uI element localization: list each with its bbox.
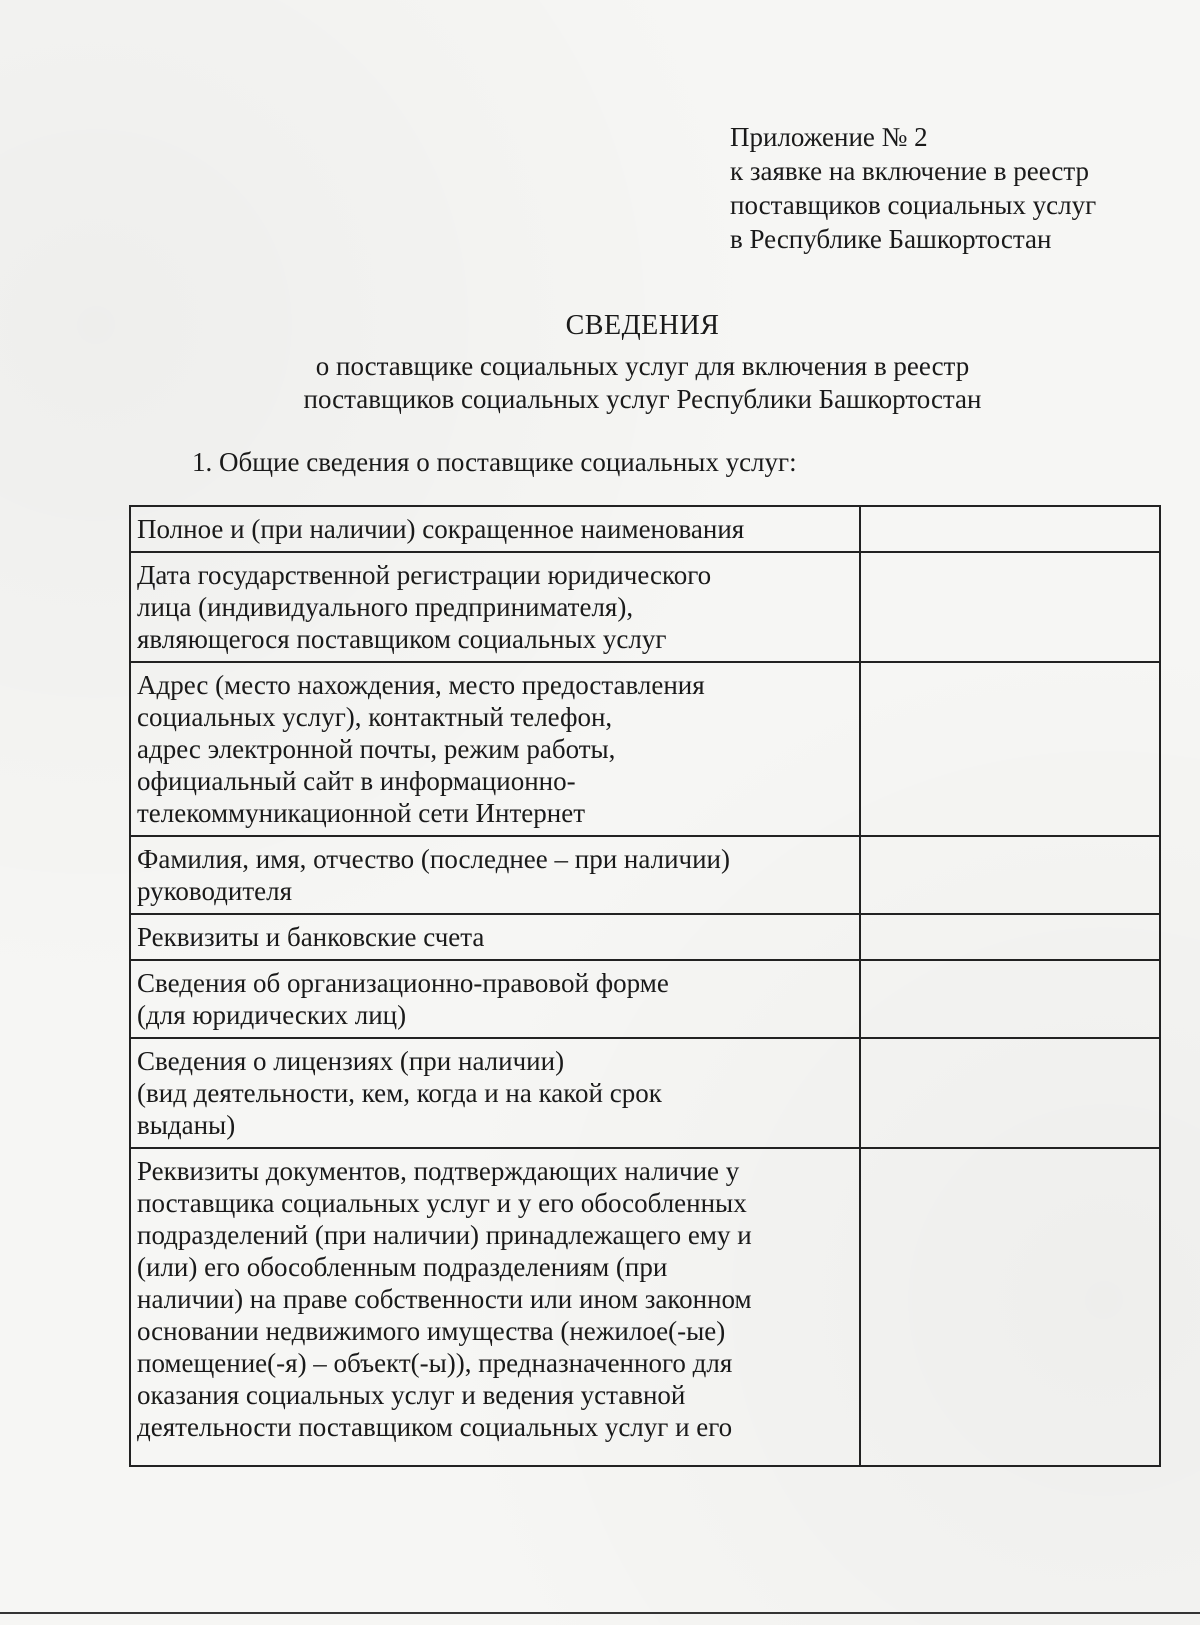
row-value-cell[interactable] — [860, 1038, 1160, 1148]
subtitle-line-2: поставщиков социальных услуг Республики Башкортостан — [303, 384, 982, 414]
table-row — [130, 1148, 1160, 1466]
table-row — [130, 552, 1160, 662]
provider-info-table — [129, 505, 1161, 1467]
row-value-cell[interactable] — [860, 662, 1160, 836]
table-body — [130, 506, 1160, 1466]
row-value-cell[interactable] — [860, 506, 1160, 552]
scan-edge-line — [0, 1612, 1200, 1614]
appendix-note — [730, 120, 1170, 256]
appendix-line-1: Приложение № 2 — [730, 122, 928, 152]
row-label: Полное и (при наличии) сокращенное наименования — [137, 514, 745, 544]
row-value-cell[interactable] — [860, 836, 1160, 914]
row-label-cell — [130, 1148, 860, 1466]
row-label-cell — [130, 506, 860, 552]
section-heading: 1. Общие сведения о поставщике социальных услуг: — [192, 447, 797, 477]
appendix-line-2: к заявке на включение в реестр — [730, 156, 1089, 186]
row-label: Фамилия, имя, отчество (последнее – при наличии) руководителя — [137, 844, 730, 906]
row-label-cell — [130, 914, 860, 960]
row-label-cell — [130, 836, 860, 914]
row-value-cell[interactable] — [860, 914, 1160, 960]
table-row — [130, 914, 1160, 960]
table-row — [130, 836, 1160, 914]
table-row — [130, 960, 1160, 1038]
row-value-cell[interactable] — [860, 960, 1160, 1038]
appendix-line-4: в Республике Башкортостан — [730, 224, 1052, 254]
row-value-cell[interactable] — [860, 552, 1160, 662]
table-row — [130, 1038, 1160, 1148]
row-label: Реквизиты документов, подтверждающих наличие у поставщика социальных услуг и у его обособленных подразделений (при наличии) принадлежащего ему и (или) его обособленным подразделениям (при наличии) на праве собственности или ином законном основании недвижимого имущества (нежилое(-ые) помещение(-я) – объект(-ы)), предназначенного для оказания социальных услуг и ведения уставной деятельности поставщиком социальных услуг и его — [137, 1156, 752, 1442]
document-title: СВЕДЕНИЯ — [565, 310, 720, 341]
row-label: Сведения об организационно-правовой форме (для юридических лиц) — [137, 968, 669, 1030]
row-label-cell — [130, 552, 860, 662]
row-label: Дата государственной регистрации юридического лица (индивидуального предпринимателя), являющегося поставщиком социальных услуг — [137, 560, 712, 654]
row-label-cell — [130, 960, 860, 1038]
table-row — [130, 506, 1160, 552]
document-subtitle — [0, 350, 1200, 416]
row-label: Адрес (место нахождения, место предоставления социальных услуг), контактный телефон, адрес электронной почты, режим работы, официальный сайт в информационно- телекоммуникационной сети Интернет — [137, 670, 705, 828]
row-label-cell — [130, 1038, 860, 1148]
row-label: Сведения о лицензиях (при наличии) (вид деятельности, кем, когда и на какой срок выданы) — [137, 1046, 662, 1140]
row-value-cell[interactable] — [860, 1148, 1160, 1466]
subtitle-line-1: о поставщике социальных услуг для включения в реестр — [315, 351, 970, 381]
row-label: Реквизиты и банковские счета — [137, 922, 485, 952]
row-label-cell — [130, 662, 860, 836]
table-row — [130, 662, 1160, 836]
appendix-line-3: поставщиков социальных услуг — [730, 190, 1097, 220]
